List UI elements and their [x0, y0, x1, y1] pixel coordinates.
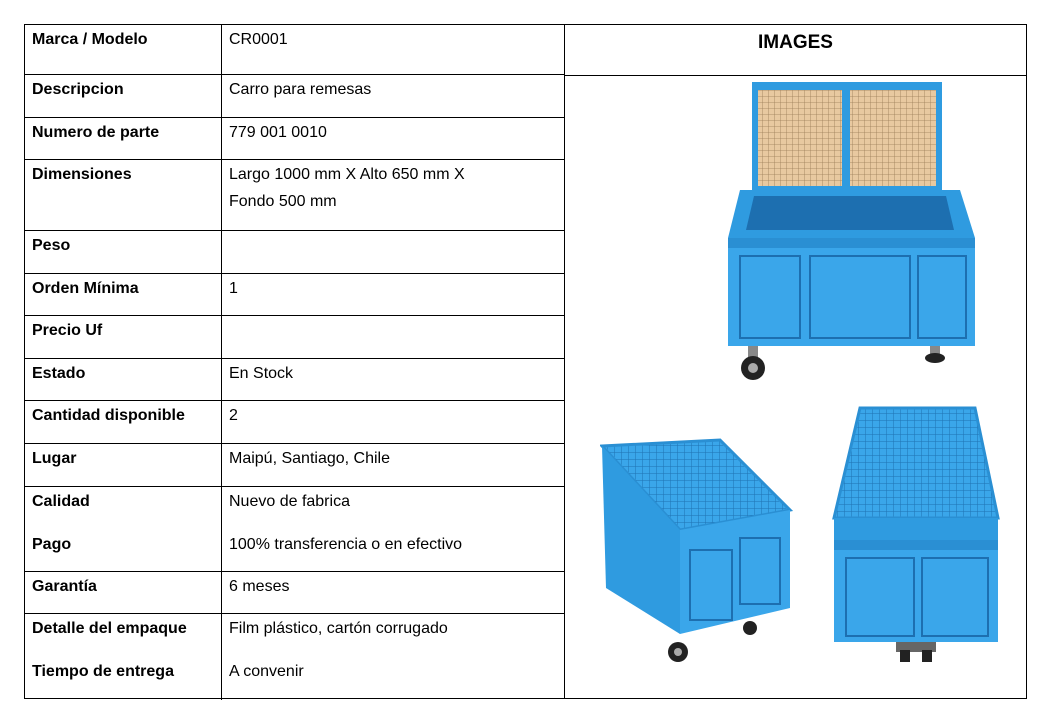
product-photos — [565, 76, 1026, 699]
spec-table — [25, 25, 564, 698]
row-numero-parte — [25, 118, 564, 160]
cart-photo-angled — [600, 438, 800, 663]
images-column — [564, 25, 1026, 698]
row-orden-minima — [25, 274, 564, 316]
spec-value — [222, 160, 564, 235]
row-dimensiones — [25, 160, 564, 231]
spec-label: Precio Uf — [25, 316, 222, 358]
spec-value — [222, 231, 564, 278]
images-header: IMAGES — [565, 25, 1026, 76]
row-lugar — [25, 444, 564, 487]
cart-photo-open-lid — [720, 78, 985, 388]
cart-photo-front — [830, 406, 1005, 664]
row-cantidad-disponible — [25, 401, 564, 444]
row-marca-modelo — [25, 25, 564, 75]
spec-label: Cantidad disponible — [25, 401, 222, 443]
empaque-value: Film plástico, cartón corrugado — [229, 620, 448, 637]
row-calidad-pago — [25, 487, 564, 572]
spec-value: 6 meses — [229, 578, 290, 595]
spec-label: Estado — [25, 359, 222, 400]
spec-label: Garantía — [25, 572, 222, 613]
dimensiones-line-1: Largo 1000 mm X Alto 650 mm X — [229, 166, 465, 183]
row-precio-uf — [25, 316, 564, 359]
spec-value: Maipú, Santiago, Chile — [229, 450, 390, 467]
pago-value: 100% transferencia o en efectivo — [229, 536, 463, 553]
entrega-label: Tiempo de entrega — [32, 663, 174, 680]
spec-value: En Stock — [229, 365, 294, 382]
spec-value: 1 — [229, 280, 238, 297]
spec-label: Lugar — [25, 444, 222, 486]
spec-label — [25, 487, 222, 571]
row-peso — [25, 231, 564, 274]
spec-label: Orden Mínima — [25, 274, 222, 315]
spec-value: 779 001 0010 — [229, 124, 327, 141]
empaque-label: Detalle del empaque — [32, 620, 187, 637]
pago-label: Pago — [32, 536, 72, 553]
entrega-value: A convenir — [229, 663, 304, 680]
spec-label — [25, 614, 222, 700]
spec-label: Dimensiones — [25, 160, 222, 230]
spec-value: 2 — [229, 407, 238, 424]
spec-label: Numero de parte — [25, 118, 222, 159]
row-garantia — [25, 572, 564, 614]
product-spec-sheet — [24, 24, 1027, 699]
spec-value — [222, 316, 564, 363]
calidad-value: Nuevo de fabrica — [229, 493, 350, 510]
spec-label: Peso — [25, 231, 222, 273]
spec-label: Marca / Modelo — [25, 25, 222, 74]
row-descripcion — [25, 75, 564, 118]
spec-value — [222, 487, 564, 576]
spec-label: Descripcion — [25, 75, 222, 117]
spec-value: Carro para remesas — [229, 81, 372, 98]
spec-value: CR0001 — [229, 31, 288, 48]
row-empaque-entrega — [25, 614, 564, 700]
row-estado — [25, 359, 564, 401]
spec-value — [222, 614, 564, 705]
calidad-label: Calidad — [32, 493, 90, 510]
dimensiones-line-2: Fondo 500 mm — [229, 193, 337, 210]
